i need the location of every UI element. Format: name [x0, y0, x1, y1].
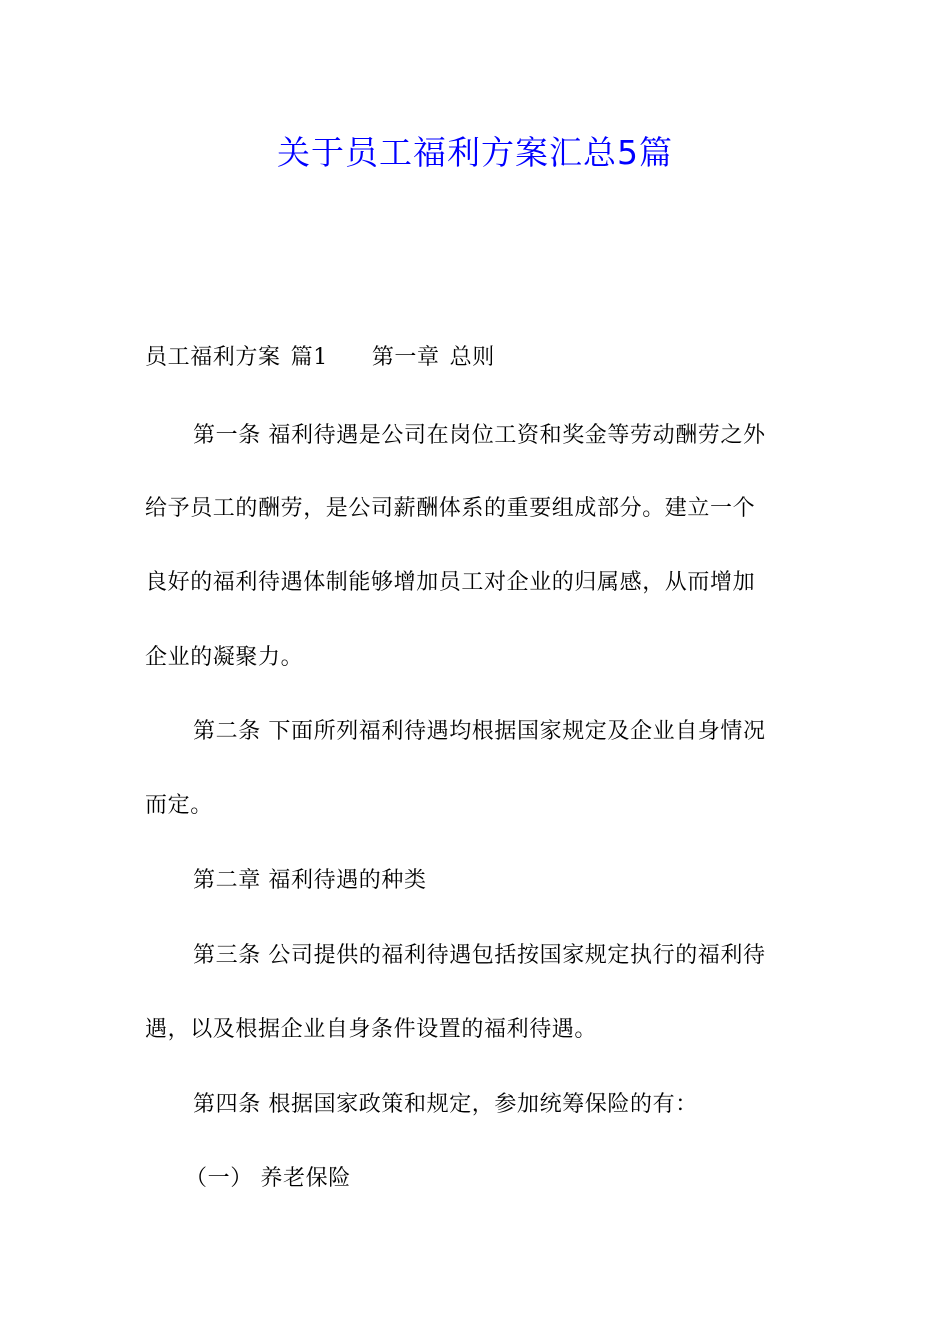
paragraph-line: 良好的福利待遇体制能够增加员工对企业的归属感，从而增加 [145, 570, 756, 595]
paragraph-line: 企业的凝聚力。 [145, 645, 304, 670]
chapter-heading: 第二章 福利待遇的种类 [193, 868, 427, 893]
document-title: 关于员工福利方案汇总5篇 [277, 133, 673, 172]
section-header-line [145, 342, 495, 374]
list-item: （一） 养老保险 [185, 1166, 351, 1191]
paragraph-line: 第一条 福利待遇是公司在岗位工资和奖金等劳动酬劳之外 [193, 423, 766, 448]
header-part-4: 总则 [449, 345, 495, 370]
header-part-3: 第一章 [371, 345, 440, 370]
paragraph-line: 而定。 [145, 793, 213, 818]
paragraph-line: 第三条 公司提供的福利待遇包括按国家规定执行的福利待 [193, 943, 766, 968]
paragraph-line: 给予员工的酬劳，是公司薪酬体系的重要组成部分。建立一个 [145, 496, 756, 521]
paragraph-line: 第二条 下面所列福利待遇均根据国家规定及企业自身情况 [193, 719, 766, 744]
paragraph-line: 遇，以及根据企业自身条件设置的福利待遇。 [145, 1017, 598, 1042]
header-part-2: 篇1 [290, 345, 328, 370]
paragraph-line: 第四条 根据国家政策和规定，参加统筹保险的有： [193, 1092, 698, 1117]
header-part-1: 员工福利方案 [145, 345, 281, 370]
